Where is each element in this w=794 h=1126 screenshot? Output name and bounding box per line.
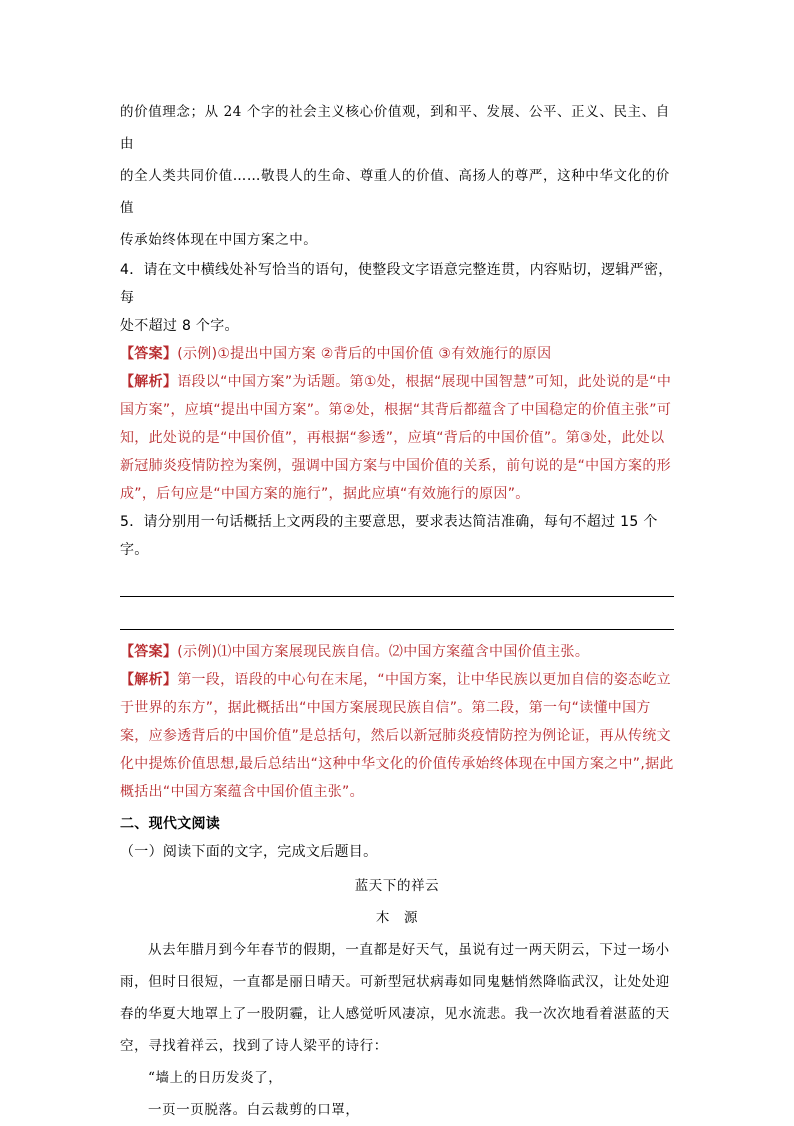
article-author: 木 源 [375, 910, 419, 926]
section-subheading: （一）阅读下面的文字，完成文后题目。 [120, 844, 378, 860]
article-title: 蓝天下的祥云 [354, 878, 440, 894]
q5-answer [120, 638, 674, 666]
q4-answer [120, 340, 674, 368]
poem-line: “墙上的日历发炎了， [148, 1070, 283, 1086]
q5-analysis [120, 666, 674, 806]
section-heading: 二、现代文阅读 [120, 816, 221, 832]
question-4-line: 处不超过 8 个字。 [120, 318, 239, 334]
page-content [120, 96, 674, 1126]
article-paragraph: 从去年腊月到今年春节的假期，一直都是好天气，虽说有过一两天阴云，下过一场小雨，但时日很短，一直都是丽日晴天。可新型冠状病毒如同鬼魅悄然降临武汉，让处处迎春的华夏大地罩上了一股阴霾，让人感觉听风凄凉，见水流悲。我一次次地看着湛蓝的天空，寻找着祥云，找到了诗人梁平的诗行： [120, 942, 670, 1054]
passage-line: 传承始终体现在中国方案之中。 [120, 232, 318, 248]
answer-blank-line [120, 597, 674, 630]
analysis-tag: 【解析】 [120, 374, 178, 390]
q4-analysis [120, 368, 674, 508]
answer-tag: 【答案】 [120, 346, 178, 362]
analysis-text: 第一段，语段的中心句在末尾，“中国方案，让中华民族以更加自信的姿态屹立于世界的东方”，据此概括出“中国方案展现民族自信”。第二段，第一句“读懂中国方案，应参透背后的中国价值”是总括句，然后以新冠肺炎疫情防控为例论证，再从传统文化中提炼价值思想,最后总结出“这种中华文化的价值传承始终体现在中国方案之中”,据此概括出“中国方案蕴含中国价值主张”。 [120, 672, 674, 800]
answer-blank-line [120, 564, 674, 597]
passage-line: 的价值理念；从 24 个字的社会主义核心价值观，到和平、发展、公平、正义、民主、自由 [120, 104, 670, 152]
answer-tag: 【答案】 [120, 644, 178, 660]
question-5: 5．请分别用一句话概括上文两段的主要意思，要求表达简洁准确，每句不超过 15 个字。 [120, 514, 658, 558]
answer-text: (示例)①提出中国方案 ②背后的中国价值 ③有效施行的原因 [177, 346, 552, 362]
answer-text: (示例)⑴中国方案展现民族自信。⑵中国方案蕴含中国价值主张。 [177, 644, 590, 660]
analysis-tag: 【解析】 [120, 672, 178, 688]
analysis-text: 语段以“中国方案”为话题。第①处，根据“展现中国智慧”可知，此处说的是“中国方案”，应填“提出中国方案”。第②处，根据“其背后都蕴含了中国稳定的价值主张”可知，此处说的是“中国价值”，再根据“参透”，应填“背后的中国价值”。第③处，此处以新冠肺炎疫情防控为案例，强调中国方案与中国价值的关系，前句说的是“中国方案的形成”，后句应是“中国方案的施行”，据此应填“有效施行的原因”。 [120, 374, 672, 502]
poem-line: 一页一页脱落。白云裁剪的口罩， [148, 1102, 360, 1118]
passage-line: 的全人类共同价值……敬畏人的生命、尊重人的价值、高扬人的尊严，这种中华文化的价值 [120, 168, 670, 216]
question-4-line: 4．请在文中横线处补写恰当的语句，使整段文字语意完整连贯，内容贴切，逻辑严密，每 [120, 262, 673, 306]
